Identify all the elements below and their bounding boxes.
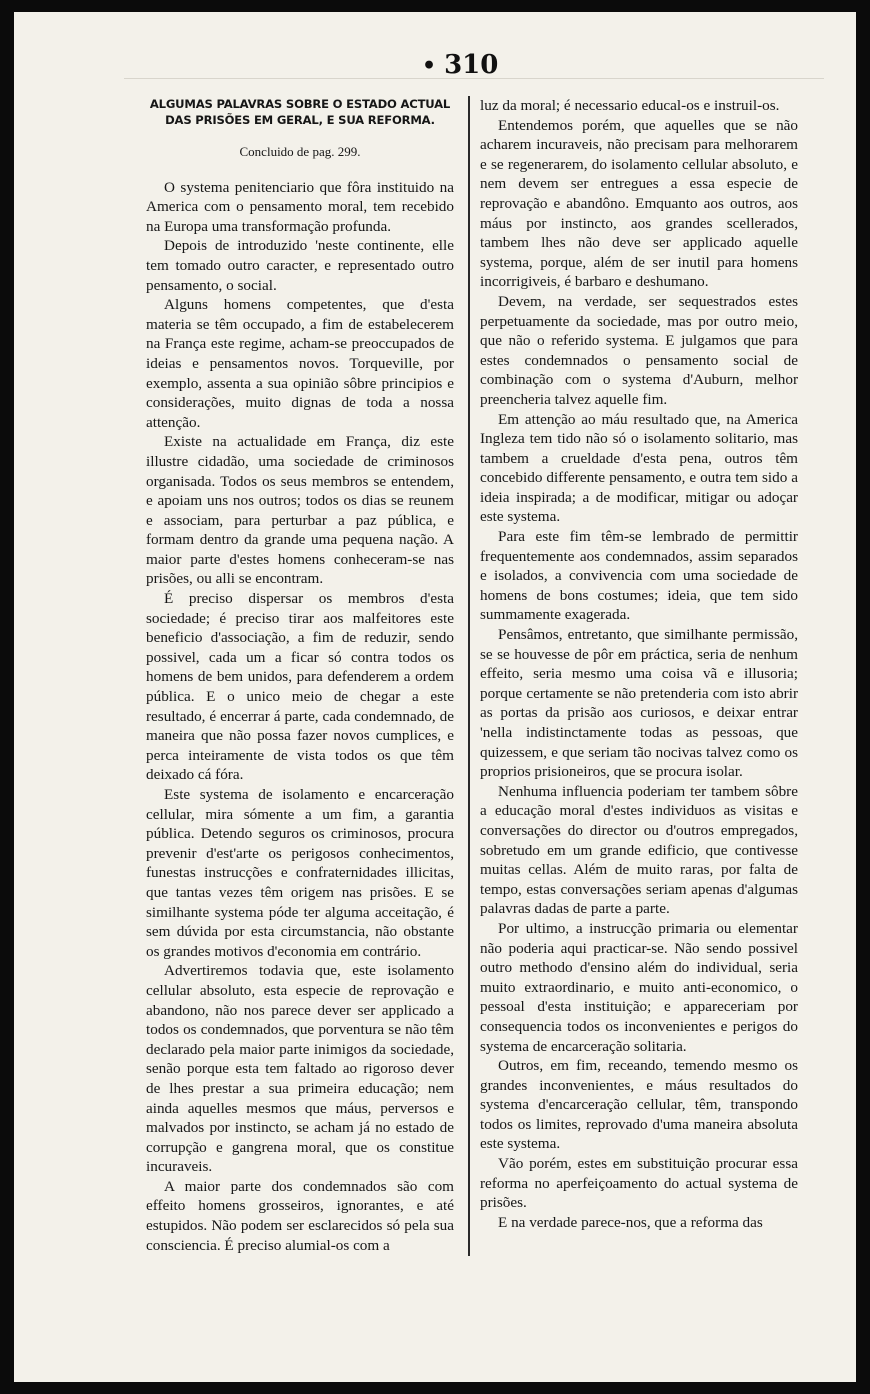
paragraph: É preciso dispersar os membros d'esta sociedade; é preciso tirar aos malfeitores este beneficio d'associação, a fim de reduzir, sendo possivel, cada um a ficar só contra todos os homens de bem unidos, para defenderem a ordem pública. E o unico meio de chegar a este resultado, é encerrar á parte, cada condemnado, de maneira que não possa fazer novos cumplices, e perca inteiramente de vista todos os que têm deixado cá fóra. [146, 590, 454, 784]
left-column [146, 96, 454, 1255]
paragraph: Para este fim têm-se lembrado de permittir frequentemente aos condemnados, assim separados e isolados, a convivencia com uma sociedade de homens de bons costumes; ideia, que tem sido summamente exagerada. [480, 528, 798, 624]
paragraph: Outros, em fim, receando, temendo mesmo os grandes inconvenientes, e máus resultados do systema d'encarceração cellular, têm, transpondo todos os limites, reprovado d'uma maneira absoluta este systema. [480, 1057, 798, 1153]
paragraph: luz da moral; é necessario educal-os e instruil-os. [480, 97, 780, 114]
paragraph: Advertiremos todavia que, este isolamento cellular absoluto, esta especie de reprovação e abandono, não nos parece dever ser applicado a todos os condemnados, que porventura se não têm declarado pela maior parte inimigos da sociedade, senão porque esta tem faltado ao rigoroso dever de lhes prestar a sua primeira educação; nem ainda aquelles mesmos que máus, perversos e malvados por instincto, se acham já no estado de corrupção e gangrena moral, que os constitue incuraveis. [146, 962, 454, 1176]
page-number-dot: • [422, 53, 437, 79]
paragraph: Este systema de isolamento e encarceração cellular, mira sómente a um fim, a garantia pública. Detendo seguros os criminosos, procura prevenir d'est'arte os perigosos conhecimentos, funestas instrucções e confraternidades illicitas, que tantas vezes têm origem nas prisões. E se similhante systema póde ter alguma acceitação, é sem dúvida por esta circumstancia, não obstante os grandes motivos d'economia em contrário. [146, 786, 454, 960]
newspaper-page [14, 12, 856, 1382]
page-number [422, 50, 499, 80]
right-column [480, 96, 798, 1232]
paragraph: Pensâmos, entretanto, que similhante permissão, se se houvesse de pôr em práctica, seria de nenhum effeito, seria mesmo uma coisa vã e illusoria; porque certamente se não pretenderia com isto abrir as portas da prisão aos curiosos, e deixar entrar 'nella indistinctamente todas as pessoas, que quizessem, e que seriam tão nocivas talvez como os proprios prisioneiros, que se procura isolar. [480, 626, 798, 781]
paragraph: Por ultimo, a instrucção primaria ou elementar não poderia aqui practicar-se. Não sendo possivel outro methodo d'ensino além do individual, seria muito extraordinario, e muito anti-economico, o pessoal d'esta instituição; e appareceriam por consequencia todos os inconvenientes e perigos do systema de encarceração solitaria. [480, 919, 798, 1055]
paragraph: Depois de introduzido 'neste continente, elle tem tomado outro caracter, e representado outro pensamento, o social. [146, 237, 454, 294]
paragraph: O systema penitenciario que fôra instituido na America com o pensamento moral, tem recebido na Europa uma transformação profunda. [146, 178, 454, 235]
paragraph: Vão porém, estes em substituição procurar essa reforma no aperfeiçoamento do actual systema de prisões. [480, 1155, 798, 1212]
article-heading: ALGUMAS PALAVRAS SOBRE O ESTADO ACTUAL DAS PRISÕES EM GERAL, E SUA REFORMA. [149, 97, 451, 127]
paragraph: Entendemos porém, que aquelles que se não acharem incuraveis, não precisam para melhorarem e se regenerarem, do isolamento cellular absoluto, e nem devem ser entregues a essa especie de reprovação e abandôno. Emquanto aos outros, aos máus por instincto, aos grandes scellerados, tambem lhes não deve ser applicado aquelle systema, porque, além de ser inutil para homens incorrigiveis, é barbaro e deshumano. [480, 116, 798, 291]
paragraph: Nenhuma influencia poderiam ter tambem sôbre a educação moral d'estes individuos as visitas e conversações do director ou d'outros empregados, sobretudo em um grande edificio, que contivesse muitas cellas. Além de muito raras, por falta de tempo, estas conversações seriam apenas d'algumas palavras dadas de parte a parte. [480, 782, 798, 918]
paragraph: Existe na actualidade em França, diz este illustre cidadão, uma sociedade de criminosos organisada. Todos os seus membros se entendem, e apoiam uns nos outros; todos os dias se reunem e associam, para perturbar a paz pública, e formam dentro da grande uma pequena nação. A maior parte d'estes homens conheceram-se nas prisões, ou alli se encontram. [146, 433, 454, 588]
column-divider [468, 96, 470, 1256]
paragraph: Em attenção ao máu resultado que, na America Ingleza tem tido não só o isolamento solitario, mas tambem a crueldade d'esta pena, outros têm concebido differente pensamento, e outra tem sido a ideia inspirada; a de modificar, mitigar ou adoçar este systema. [480, 410, 798, 526]
paragraph: Devem, na verdade, ser sequestrados estes perpetuamente da sociedade, mas por outro meio, que não o referido systema. E julgamos que para estes condemnados o pensamento social de combinação com o systema d'Auburn, melhor preencheria talvez aquelle fim. [480, 292, 798, 408]
article-subheading: Concluido de pag. 299. [239, 144, 361, 159]
page-number-text: 310 [444, 50, 499, 80]
paragraph: Alguns homens competentes, que d'esta materia se têm occupado, a fim de estabelecerem na França este regime, acham-se preoccupados de ideias e pensamentos novos. Torqueville, por exemplo, assenta a sua opinião sôbre principios e considerações, muito dignas de toda a nossa attenção. [146, 296, 454, 431]
paragraph: E na verdade parece-nos, que a reforma das [498, 1213, 763, 1231]
paragraph: A maior parte dos condemnados são com effeito homens grosseiros, ignorantes, e até estupidos. Não podem ser esclarecidos só pela sua consciencia. É preciso alumial-os com a [146, 1177, 454, 1254]
